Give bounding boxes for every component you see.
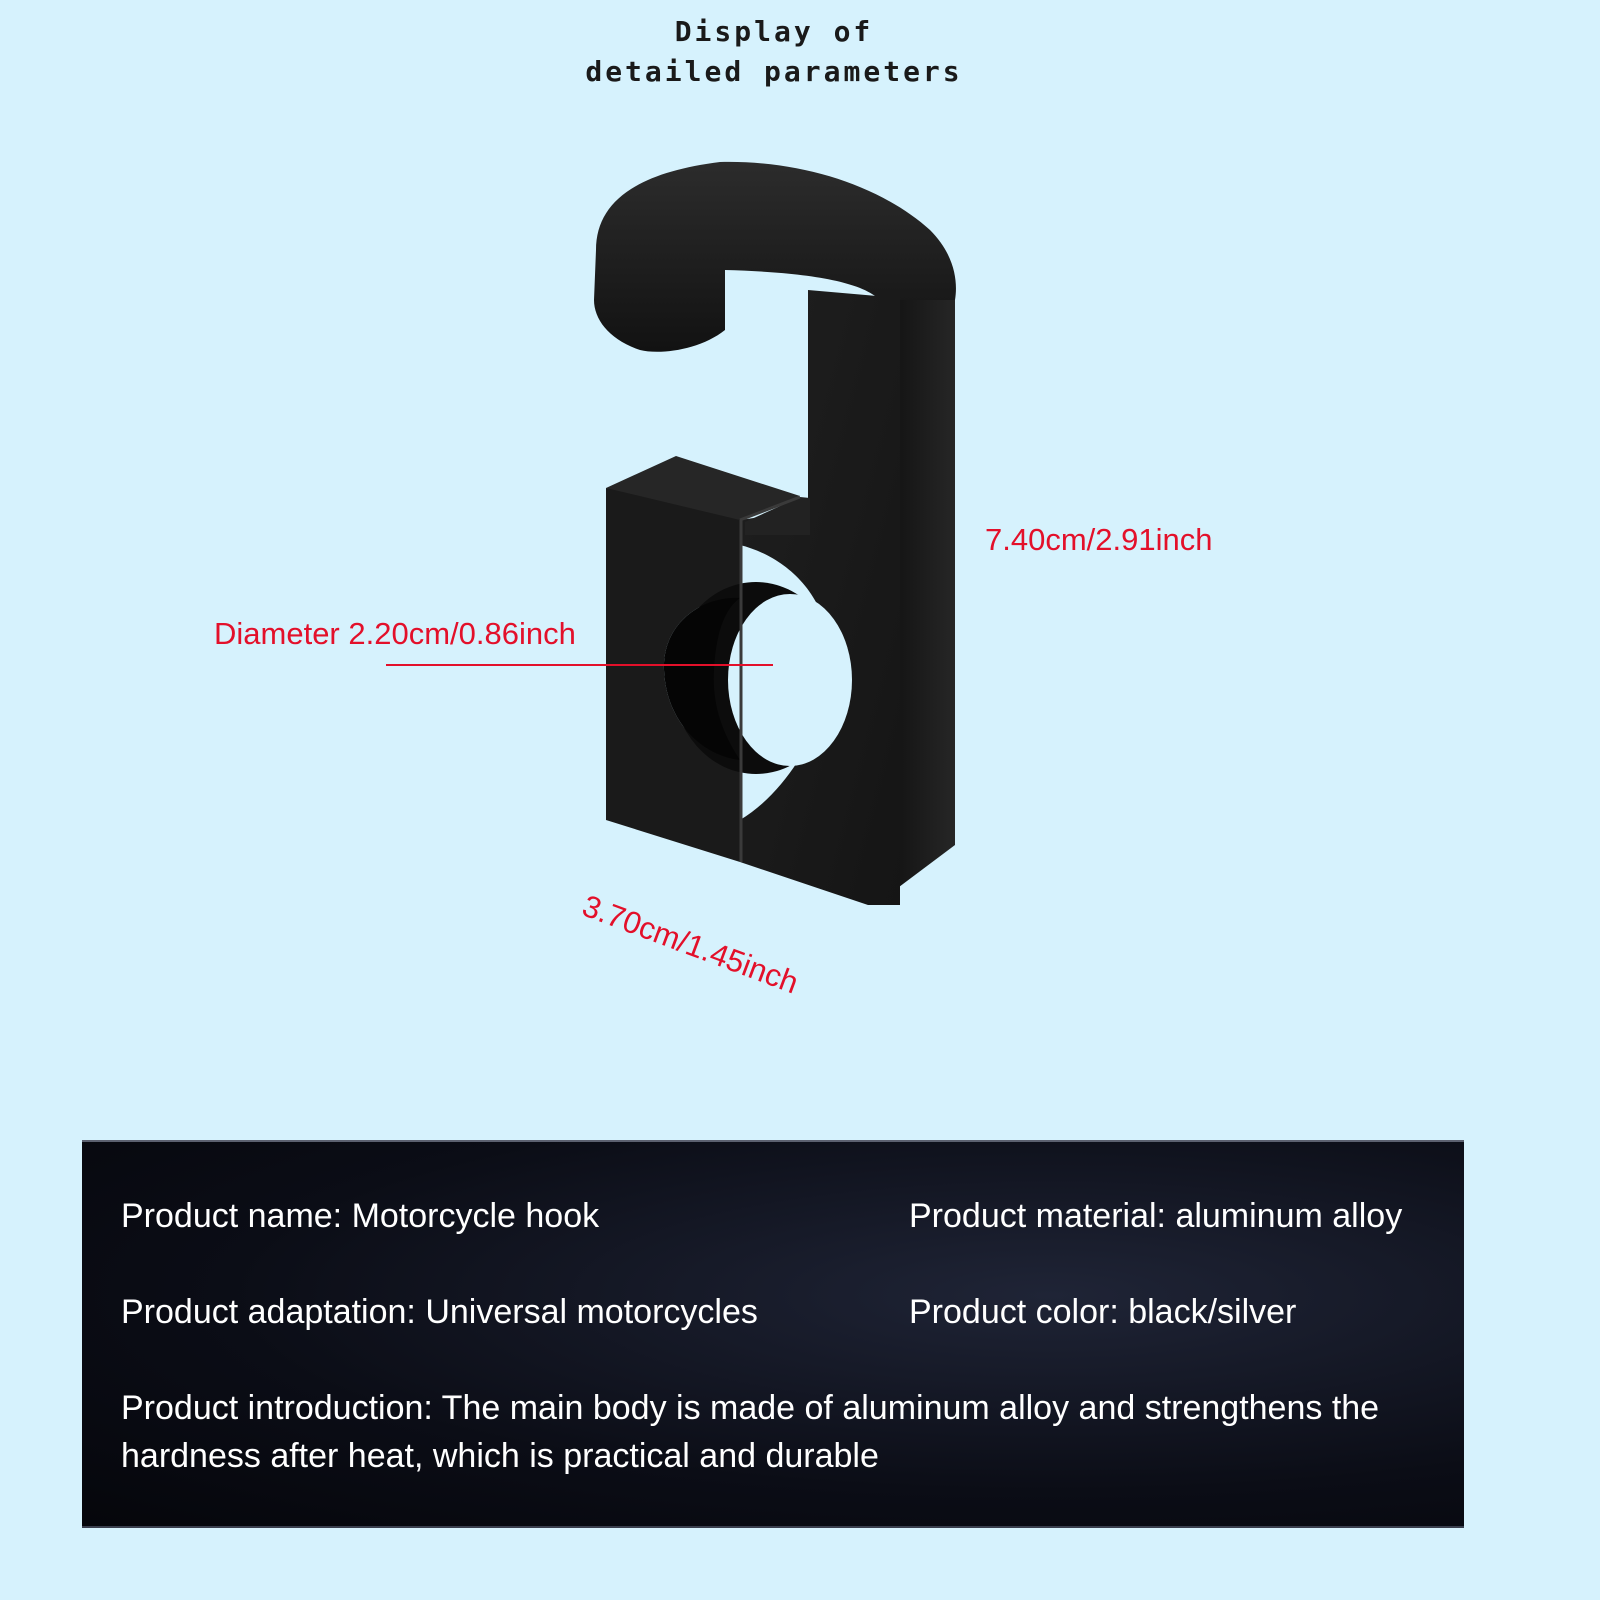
bore-hole-inner	[728, 594, 852, 766]
title-line-1: Display of	[674, 15, 874, 48]
specifications-panel	[82, 1140, 1464, 1528]
diameter-dimension-label: Diameter 2.20cm/0.86inch	[214, 616, 576, 651]
spec-product-material: Product material: aluminum alloy	[909, 1197, 1403, 1235]
spec-product-adaptation: Product adaptation: Universal motorcycles	[121, 1293, 758, 1331]
spec-product-name: Product name: Motorcycle hook	[121, 1197, 600, 1235]
width-dimension-label: 3.70cm/1.45inch	[577, 888, 804, 1001]
height-dimension-label: 7.40cm/2.91inch	[985, 522, 1213, 557]
spec-product-color: Product color: black/silver	[909, 1293, 1297, 1331]
title-line-2: detailed parameters	[585, 55, 963, 88]
spec-product-introduction: Product introduction: The main body is made of aluminum alloy and strengthens the hardness after heat, which is practical and durable	[121, 1389, 1380, 1475]
